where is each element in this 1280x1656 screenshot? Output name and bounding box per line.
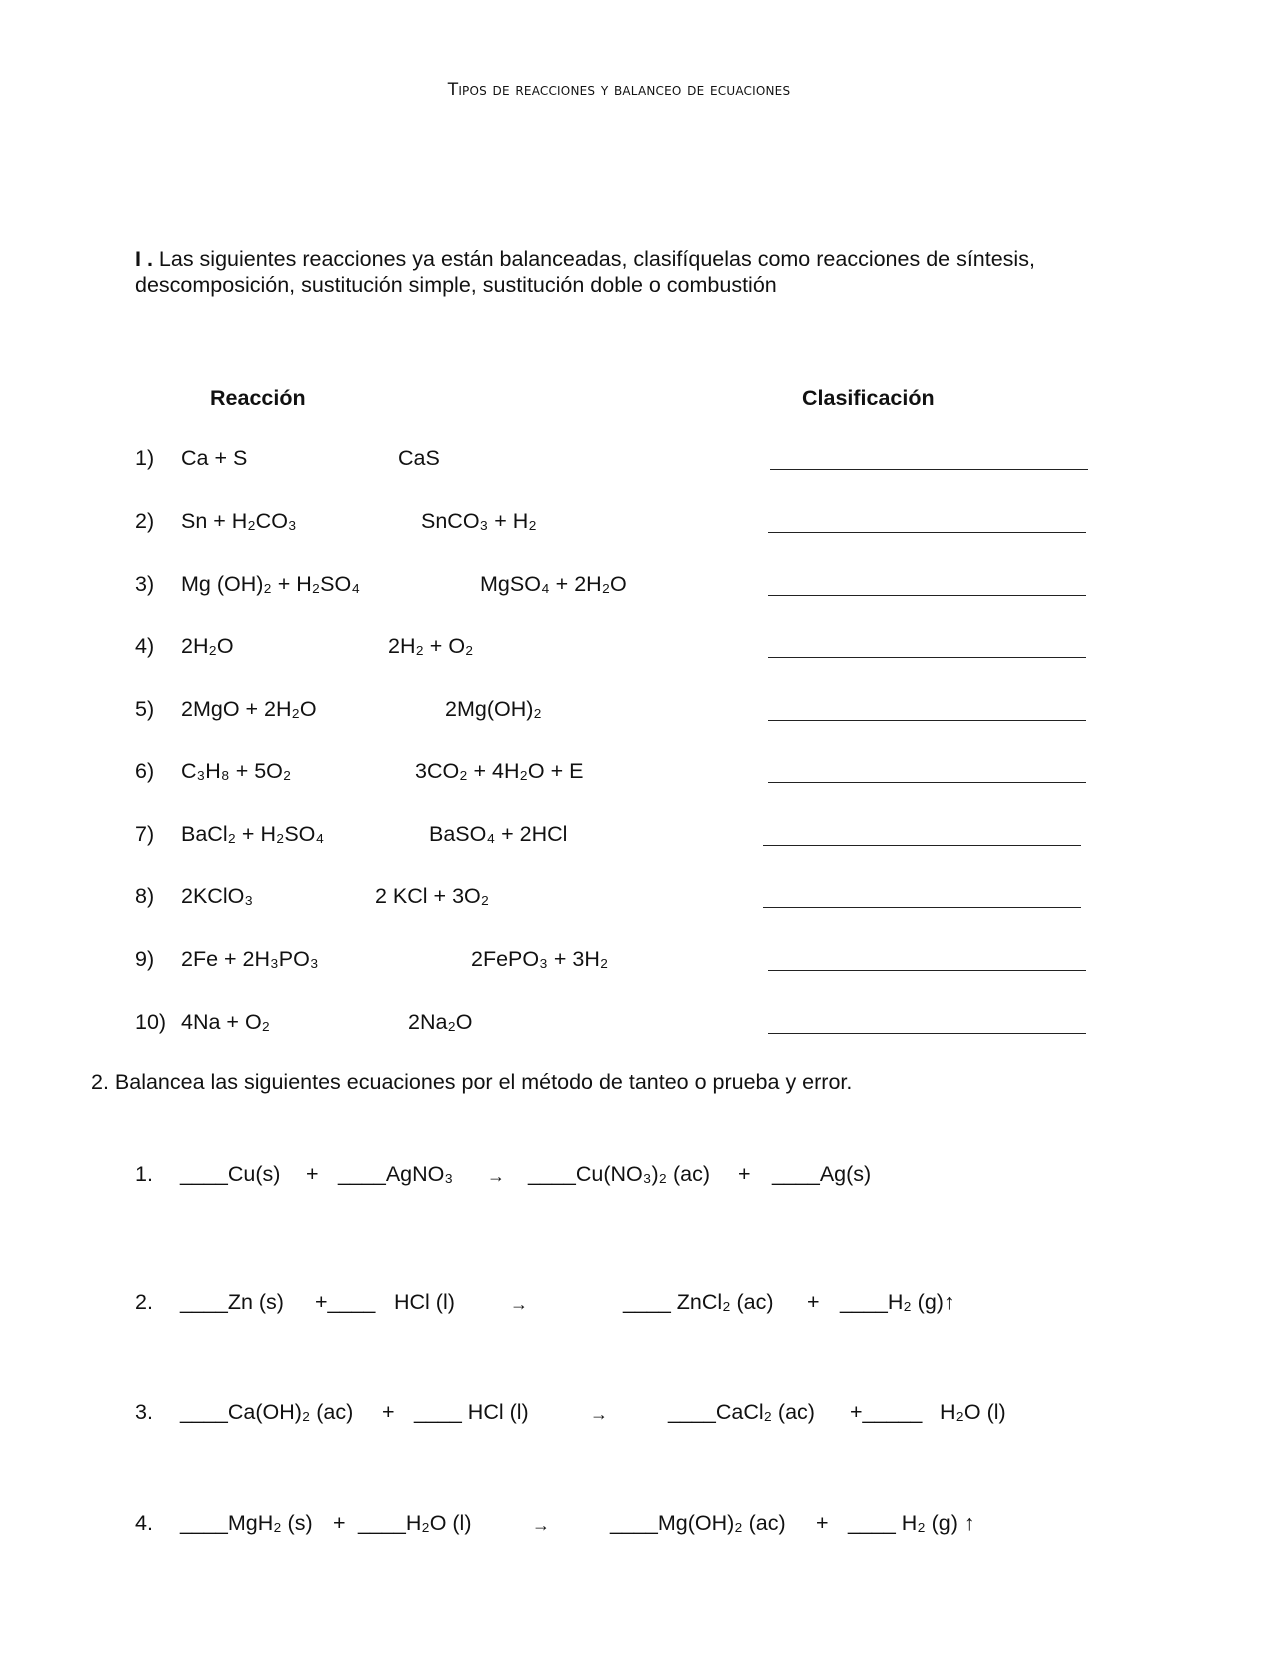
row-number: 10) bbox=[135, 1010, 167, 1034]
reaction-arrow: → bbox=[590, 1404, 608, 1424]
page-title: Tipos de reacciones y balanceo de ecuaciones bbox=[447, 80, 791, 100]
reactants: 2KClO₃ bbox=[181, 884, 254, 908]
section2-heading: 2. Balancea las siguientes ecuaciones por el método de tanteo o prueba y error. bbox=[91, 1070, 853, 1094]
equation-product-2[interactable]: ____Ag(s) bbox=[772, 1162, 872, 1186]
equation-operator[interactable]: +____ bbox=[315, 1290, 376, 1314]
products: 3CO₂ + 4H₂O + E bbox=[415, 759, 584, 783]
products: CaS bbox=[398, 446, 440, 470]
reactants: 2Fe + 2H₃PO₃ bbox=[181, 947, 319, 971]
products: 2FePO₃ + 3H₂ bbox=[471, 947, 609, 971]
products: 2Mg(OH)₂ bbox=[445, 697, 542, 721]
reaction-row bbox=[0, 509, 1280, 539]
row-number: 3) bbox=[135, 572, 155, 596]
reaction-arrow: → bbox=[487, 1166, 505, 1186]
equation-number: 2. bbox=[135, 1290, 153, 1314]
equation-product-2[interactable]: ____ H₂ (g) ↑ bbox=[848, 1511, 975, 1535]
classification-answer-line[interactable] bbox=[768, 782, 1086, 783]
equation-operator[interactable]: +_____ bbox=[850, 1400, 923, 1424]
equation-reactant-1[interactable]: ____MgH₂ (s) bbox=[180, 1511, 313, 1535]
reactants: BaCl₂ + H₂SO₄ bbox=[181, 822, 325, 846]
row-number: 4) bbox=[135, 634, 155, 658]
classification-answer-line[interactable] bbox=[768, 532, 1086, 533]
products: BaSO₄ + 2HCl bbox=[429, 822, 568, 846]
reactants: 2MgO + 2H₂O bbox=[181, 697, 317, 721]
row-number: 9) bbox=[135, 947, 155, 971]
row-number: 2) bbox=[135, 509, 155, 533]
row-number: 7) bbox=[135, 822, 155, 846]
products: MgSO₄ + 2H₂O bbox=[480, 572, 627, 596]
equation-row bbox=[0, 1400, 1280, 1432]
equation-reactant-1[interactable]: ____Ca(OH)₂ (ac) bbox=[180, 1400, 354, 1424]
section1-marker: I . bbox=[135, 247, 153, 271]
classification-answer-line[interactable] bbox=[770, 469, 1088, 470]
equation-number: 1. bbox=[135, 1162, 153, 1186]
reaction-row bbox=[0, 446, 1280, 476]
equation-reactant-1[interactable]: ____Zn (s) bbox=[180, 1290, 284, 1314]
section1-text: Las siguientes reacciones ya están balanceadas, clasifíquelas como reacciones de síntesis, descomposición, sustitución simple, sustitución doble o combustión bbox=[135, 247, 1035, 297]
equation-reactant-2[interactable]: ____AgNO₃ bbox=[338, 1162, 454, 1186]
column-header-reaction: Reacción bbox=[210, 386, 306, 410]
classification-answer-line[interactable] bbox=[768, 720, 1086, 721]
reactants: Mg (OH)₂ + H₂SO₄ bbox=[181, 572, 360, 596]
equation-reactant-2: HCl (l) bbox=[394, 1290, 455, 1314]
equation-row bbox=[0, 1162, 1280, 1194]
reaction-arrow: → bbox=[510, 1294, 528, 1314]
equation-product-1[interactable]: ____ ZnCl₂ (ac) bbox=[623, 1290, 774, 1314]
reaction-row bbox=[0, 634, 1280, 664]
reactants: Sn + H₂CO₃ bbox=[181, 509, 297, 533]
products: 2Na₂O bbox=[408, 1010, 473, 1034]
section1-instructions bbox=[135, 246, 1135, 298]
equation-product-1[interactable]: ____Cu(NO₃)₂ (ac) bbox=[528, 1162, 710, 1186]
reaction-row bbox=[0, 822, 1280, 852]
equation-row bbox=[0, 1511, 1280, 1543]
equation-operator: + bbox=[382, 1400, 395, 1424]
reaction-row bbox=[0, 884, 1280, 914]
products: SnCO₃ + H₂ bbox=[421, 509, 537, 533]
reactants: 2H₂O bbox=[181, 634, 234, 658]
row-number: 5) bbox=[135, 697, 155, 721]
products: 2H₂ + O₂ bbox=[388, 634, 474, 658]
equation-operator: + bbox=[738, 1162, 751, 1186]
reaction-row bbox=[0, 572, 1280, 602]
equation-operator: + bbox=[807, 1290, 820, 1314]
products: 2 KCl + 3O₂ bbox=[375, 884, 490, 908]
classification-answer-line[interactable] bbox=[768, 970, 1086, 971]
reactants: 4Na + O₂ bbox=[181, 1010, 271, 1034]
classification-answer-line[interactable] bbox=[768, 1033, 1086, 1034]
equation-operator: + bbox=[306, 1162, 319, 1186]
row-number: 8) bbox=[135, 884, 155, 908]
classification-answer-line[interactable] bbox=[763, 907, 1081, 908]
classification-answer-line[interactable] bbox=[768, 657, 1086, 658]
column-header-classification: Clasificación bbox=[802, 386, 935, 410]
equation-operator: + bbox=[333, 1511, 346, 1535]
equation-product-1[interactable]: ____Mg(OH)₂ (ac) bbox=[610, 1511, 786, 1535]
reaction-row bbox=[0, 759, 1280, 789]
equation-reactant-2[interactable]: ____ HCl (l) bbox=[414, 1400, 529, 1424]
equation-row bbox=[0, 1290, 1280, 1322]
reactants: Ca + S bbox=[181, 446, 248, 470]
reaction-row bbox=[0, 1010, 1280, 1040]
equation-product-2[interactable]: ____H₂ (g)↑ bbox=[840, 1290, 955, 1314]
row-number: 1) bbox=[135, 446, 155, 470]
classification-answer-line[interactable] bbox=[768, 595, 1086, 596]
equation-reactant-2[interactable]: ____H₂O (l) bbox=[358, 1511, 472, 1535]
equation-number: 4. bbox=[135, 1511, 153, 1535]
classification-answer-line[interactable] bbox=[763, 845, 1081, 846]
row-number: 6) bbox=[135, 759, 155, 783]
reactants: C₃H₈ + 5O₂ bbox=[181, 759, 292, 783]
equation-reactant-1[interactable]: ____Cu(s) bbox=[180, 1162, 281, 1186]
reaction-row bbox=[0, 697, 1280, 727]
reaction-arrow: → bbox=[532, 1515, 550, 1535]
equation-product-2: H₂O (l) bbox=[940, 1400, 1006, 1424]
reaction-row bbox=[0, 947, 1280, 977]
equation-operator: + bbox=[816, 1511, 829, 1535]
equation-number: 3. bbox=[135, 1400, 153, 1424]
equation-product-1[interactable]: ____CaCl₂ (ac) bbox=[668, 1400, 815, 1424]
